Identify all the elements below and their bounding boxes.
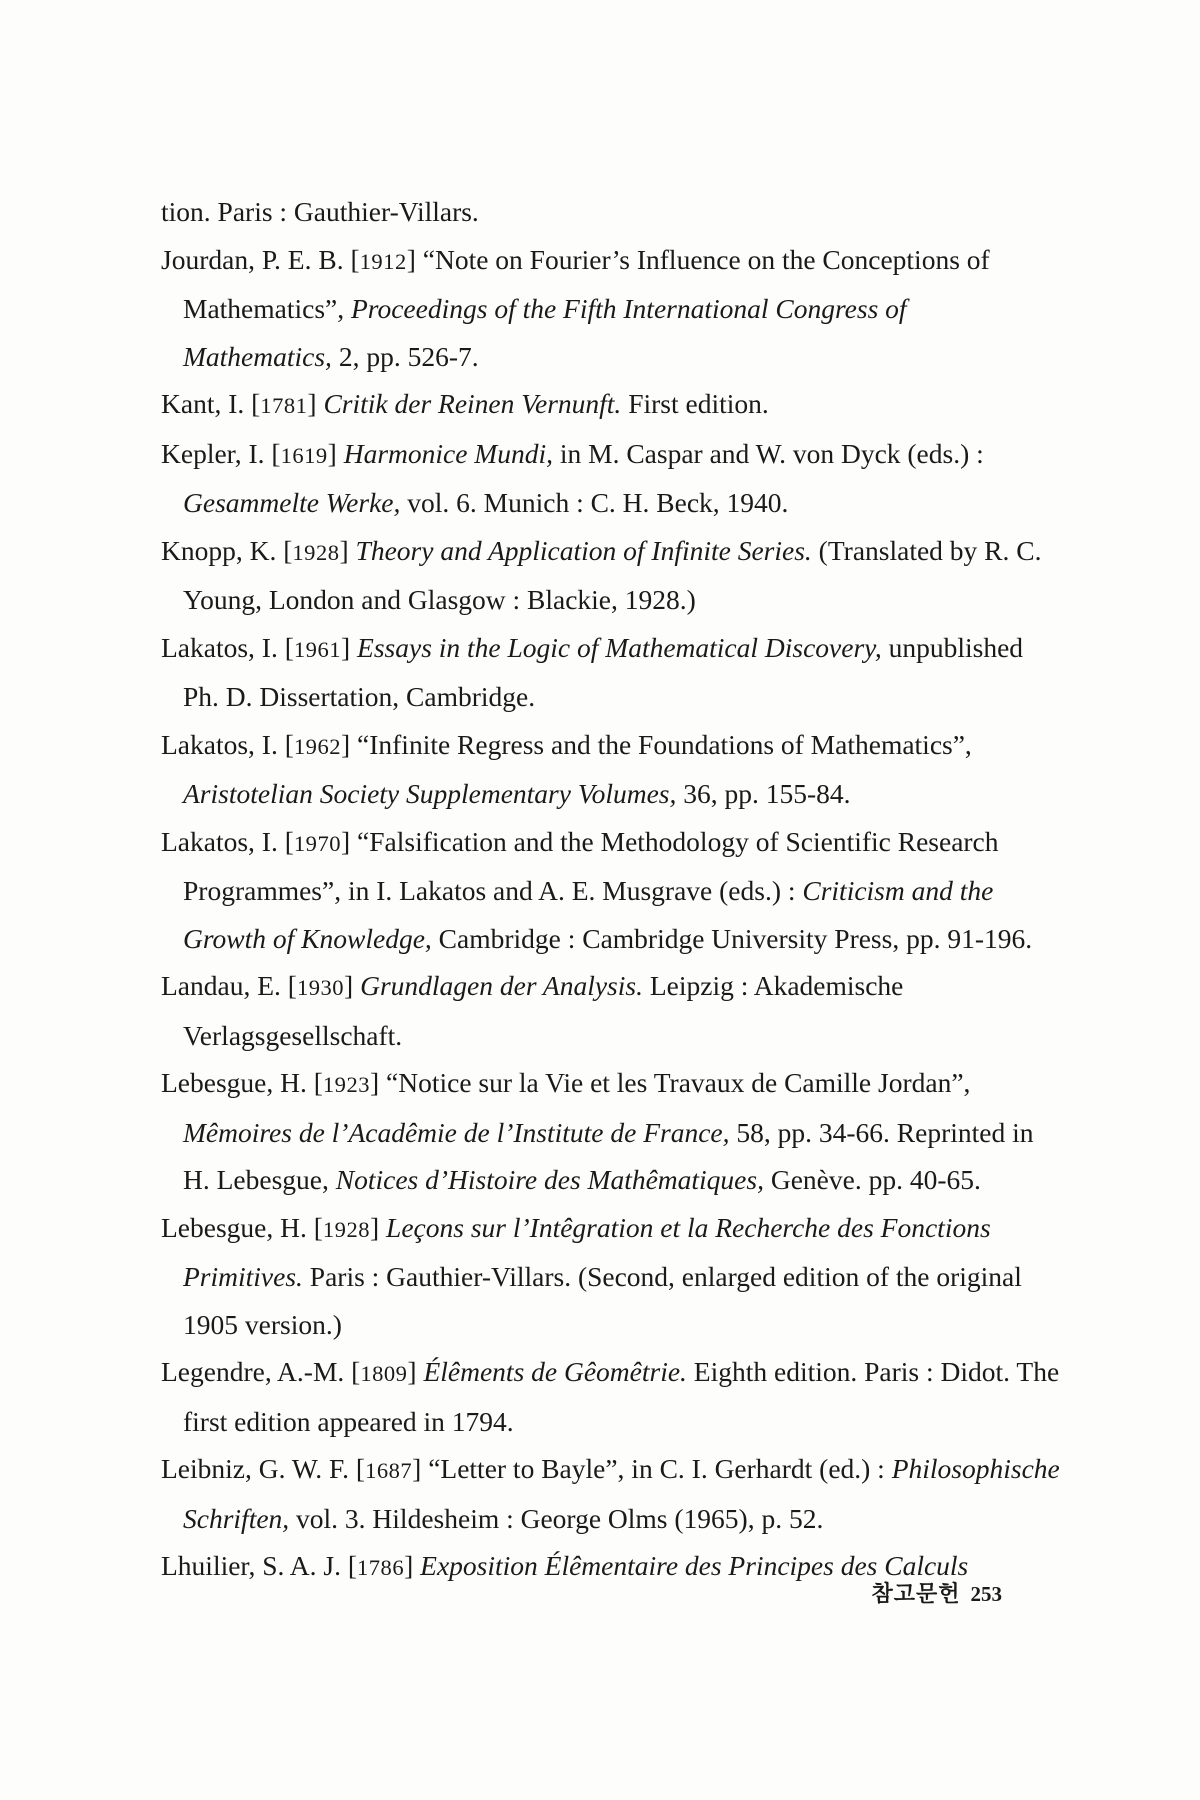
entry-title: Proceedings of the Fifth International Congress of Mathematics, bbox=[183, 293, 907, 372]
entry-author: Landau, E. bbox=[161, 970, 281, 1001]
entry-title: Theory and Application of Infinite Series. bbox=[355, 534, 812, 566]
section-label: 참고문헌 bbox=[871, 1582, 961, 1607]
entry-article-title: “Note on Fourier’s Influence on the Conceptions of Mathematics”, bbox=[183, 243, 990, 324]
entry-title: Grundlagen der Analysis. bbox=[360, 970, 643, 1001]
reference-entry: Lakatos, I. [1962] “Infinite Regress and the Foundations of Mathematics”, Aristotelian Society Supplementary Volumes, 36, pp. 155-84. bbox=[161, 728, 972, 809]
entry-author: Lakatos, I. bbox=[161, 728, 278, 760]
entry-author: Legendre, A.-M. bbox=[161, 1356, 345, 1387]
entry-year: 1923 bbox=[322, 1072, 370, 1097]
entry-details: Cambridge : Cambridge University Press, pp. 91-196. bbox=[438, 922, 1033, 954]
entry-title: Élêments de Gêomêtrie. bbox=[423, 1356, 687, 1387]
entry-title: Philosophische Schriften, bbox=[183, 1453, 1060, 1534]
entry-author: Jourdan, P. E. B. bbox=[161, 243, 344, 275]
entry-mid: 58, pp. 34-66. Reprinted in H. Lebesgue, bbox=[183, 1116, 1034, 1195]
entry-title: Criticism and the Growth of Knowledge, bbox=[183, 875, 994, 954]
entry-year: 1961 bbox=[293, 636, 341, 662]
entry-mid: in M. Caspar and W. von Dyck (eds.) : bbox=[559, 437, 984, 469]
entry-details: Eighth edition. Paris : Didot. The first edition appeared in 1794. bbox=[183, 1356, 1060, 1437]
entry-details: 36, pp. 155-84. bbox=[683, 778, 851, 809]
entry-title-secondary: Gesammelte Werke, bbox=[183, 487, 401, 518]
entry-author: Leibniz, G. W. F. bbox=[161, 1453, 350, 1484]
entry-author: Lebesgue, H. bbox=[161, 1211, 307, 1243]
entry-article-title: “Notice sur la Vie et les Travaux de Camille Jordan”, bbox=[386, 1067, 971, 1098]
entry-article-title: “Falsification and the Methodology of Scientific Research Programmes”, in I. Lakatos and A. E. Musgrave (eds.) : bbox=[183, 825, 999, 906]
entry-author: Kepler, I. bbox=[161, 437, 265, 469]
entry-text: tion. Paris : Gauthier-Villars. bbox=[161, 196, 479, 227]
reference-list bbox=[161, 188, 1061, 1592]
entry-author: Lakatos, I. bbox=[161, 825, 278, 857]
reference-entry: Kant, I. [1781] Critik der Reinen Vernunft. First edition. bbox=[161, 388, 769, 419]
entry-details: 2, pp. 526-7. bbox=[338, 340, 479, 372]
entry-year: 1687 bbox=[365, 1458, 413, 1483]
entry-article-title: “Letter to Bayle”, in C. I. Gerhardt (ed.) : bbox=[428, 1453, 885, 1484]
entry-details: vol. 6. Munich : C. H. Beck, 1940. bbox=[407, 487, 789, 518]
reference-entry: Knopp, K. [1928] Theory and Application of Infinite Series. (Translated by R. C. Young, London and Glasgow : Blackie, 1928.) bbox=[161, 534, 1042, 615]
entry-title: Exposition Élêmentaire des Principes des Calculs bbox=[420, 1550, 969, 1581]
reference-entry: Lhuilier, S. A. J. [1786] Exposition Élêmentaire des Principes des Calculs bbox=[161, 1550, 969, 1581]
entry-year: 1786 bbox=[357, 1555, 405, 1580]
entry-title: Aristotelian Society Supplementary Volumes, bbox=[183, 778, 677, 809]
entry-article-title: “Infinite Regress and the Foundations of Mathematics”, bbox=[357, 728, 972, 760]
reference-entry: Leibniz, G. W. F. [1687] “Letter to Bayle”, in C. I. Gerhardt (ed.) : Philosophische Schriften, vol. 3. Hildesheim : George Olms (1965), p. 52. bbox=[161, 1453, 1060, 1534]
entry-year: 1809 bbox=[360, 1361, 408, 1386]
reference-entry: Kepler, I. [1619] Harmonice Mundi, in M. Caspar and W. von Dyck (eds.) : Gesammelte Werke, vol. 6. Munich : C. H. Beck, 1940. bbox=[161, 437, 984, 518]
entry-year: 1928 bbox=[292, 539, 340, 565]
entry-details: unpublished Ph. D. Dissertation, Cambridge. bbox=[183, 631, 1024, 712]
reference-entry: Lakatos, I. [1970] “Falsification and the Methodology of Scientific Research Programmes”, in I. Lakatos and A. E. Musgrave (eds.) : Criticism and the Growth of Knowledge, Cambridge : Cambridge University Press, pp. 91-196. bbox=[161, 825, 1033, 954]
entry-title: Essays in the Logic of Mathematical Discovery, bbox=[357, 631, 882, 663]
entry-year: 1619 bbox=[280, 442, 328, 468]
entry-author: Lhuilier, S. A. J. bbox=[161, 1550, 341, 1581]
page-footer bbox=[871, 1577, 1002, 1608]
entry-title: Critik der Reinen Vernunft. bbox=[323, 388, 622, 419]
entry-author: Knopp, K. bbox=[161, 534, 277, 566]
reference-entry: Lakatos, I. [1961] Essays in the Logic of Mathematical Discovery, unpublished Ph. D. Dissertation, Cambridge. bbox=[161, 631, 1024, 712]
reference-entry: Lebesgue, H. [1928] Leçons sur l’Intêgration et la Recherche des Fonctions Primitives. Paris : Gauthier-Villars. (Second, enlarged edition of the original 1905 version.) bbox=[161, 1211, 1022, 1340]
entry-year: 1970 bbox=[293, 830, 341, 856]
reference-entry bbox=[161, 188, 1061, 236]
entry-author: Kant, I. bbox=[161, 388, 245, 419]
entry-title: Mêmoires de l’Acadêmie de l’Institute de France, bbox=[183, 1116, 730, 1148]
entry-year: 1912 bbox=[359, 248, 407, 274]
entry-details: vol. 3. Hildesheim : George Olms (1965), p. 52. bbox=[296, 1502, 824, 1534]
entry-year: 1928 bbox=[322, 1216, 370, 1242]
entry-details: Paris : Gauthier-Villars. (Second, enlarged edition of the original 1905 version.) bbox=[183, 1261, 1022, 1340]
entry-details: Leipzig : Akademische Verlagsgesellschaft. bbox=[183, 970, 904, 1051]
entry-details: First edition. bbox=[628, 388, 769, 419]
reference-entry: Legendre, A.-M. [1809] Élêments de Gêomêtrie. Eighth edition. Paris : Didot. The first edition appeared in 1794. bbox=[161, 1356, 1060, 1437]
page-number: 253 bbox=[970, 1582, 1002, 1606]
reference-entry: Jourdan, P. E. B. [1912] “Note on Fourier’s Influence on the Conceptions of Mathematics”, Proceedings of the Fifth International Congress of Mathematics, 2, pp. 526-7. bbox=[161, 243, 990, 372]
entry-title: Leçons sur l’Intêgration et la Recherche des Fonctions Primitives. bbox=[183, 1211, 991, 1292]
entry-year: 1930 bbox=[296, 975, 345, 1000]
reference-entry: Landau, E. [1930] Grundlagen der Analysis. Leipzig : Akademische Verlagsgesellschaft. bbox=[161, 970, 904, 1051]
entry-details: Genève. pp. 40-65. bbox=[770, 1164, 981, 1195]
entry-title: Harmonice Mundi, bbox=[343, 437, 553, 469]
entry-year: 1962 bbox=[293, 733, 341, 759]
entry-details: (Translated by R. C. Young, London and Glasgow : Blackie, 1928.) bbox=[183, 534, 1042, 615]
entry-year: 1781 bbox=[260, 393, 308, 418]
entry-author: Lakatos, I. bbox=[161, 631, 278, 663]
entry-author: Lebesgue, H. bbox=[161, 1067, 307, 1098]
reference-entry: Lebesgue, H. [1923] “Notice sur la Vie et les Travaux de Camille Jordan”, Mêmoires de l’Acadêmie de l’Institute de France, 58, pp. 34-66. Reprinted in H. Lebesgue, Notices d’Histoire des Mathêmatiques, Genève. pp. 40-65. bbox=[161, 1067, 1034, 1195]
entry-title-secondary: Notices d’Histoire des Mathêmatiques, bbox=[335, 1164, 764, 1195]
